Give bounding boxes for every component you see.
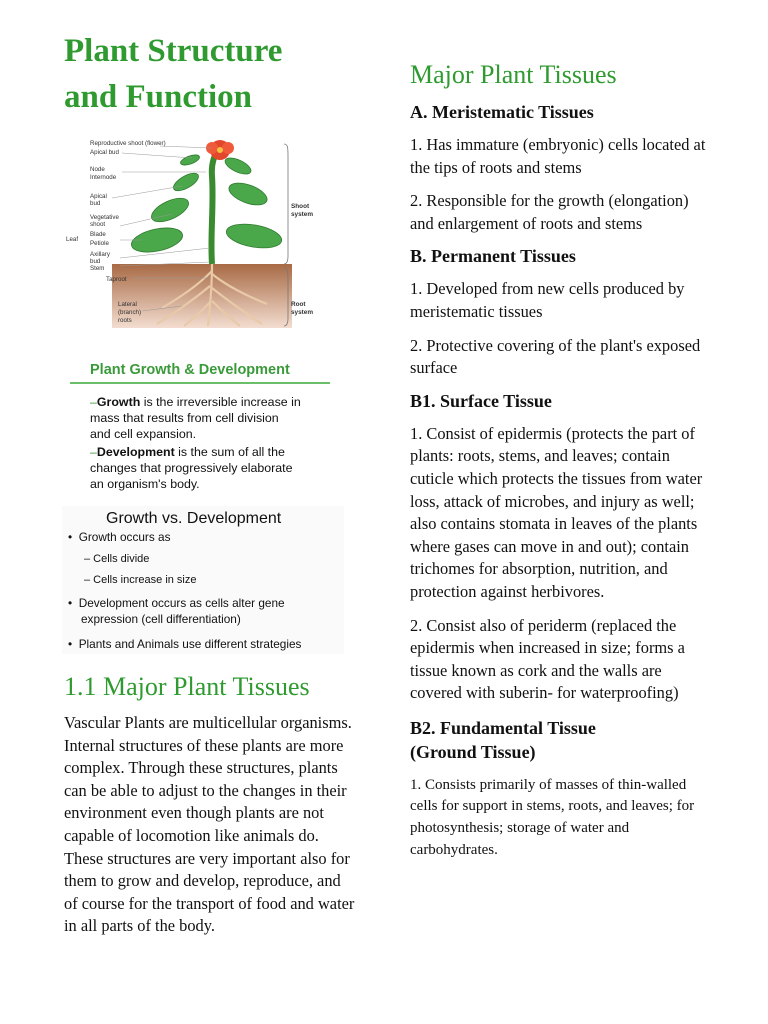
permanent-point-2: 2. Protective covering of the plant's exposed surface — [410, 335, 701, 378]
section-title-major-tissues: Major Plant Tissues — [410, 60, 617, 89]
fundamental-heading-line1: B2. Fundamental Tissue — [410, 717, 596, 738]
leaves — [129, 153, 283, 256]
label-vegetative-shoot-2: shoot — [90, 221, 106, 228]
label-root-system-2: system — [291, 309, 314, 316]
growth-line2: mass that results from cell division — [90, 411, 279, 425]
meristematic-point-2: 2. Responsible for the growth (elongation) and enlargement of roots and stems — [410, 191, 689, 233]
slide2-bullet-3: • Plants and Animals use different strategies — [68, 637, 302, 651]
label-axillary-bud: Axillary — [90, 251, 110, 258]
left-column — [64, 28, 364, 120]
meristematic-heading: A. Meristematic Tissues — [410, 102, 594, 122]
page-title-line2: and Function — [64, 79, 252, 115]
label-shoot-system-2: system — [291, 211, 314, 218]
label-internode: Internode — [90, 174, 117, 181]
label-stem: Stem — [90, 265, 105, 272]
development-term: Development — [96, 445, 175, 459]
meristematic-point-1: 1. Has immature (embryonic) cells located at the tips of roots and stems — [410, 135, 706, 177]
stem — [211, 150, 218, 264]
dev-line3: an organism's body. — [90, 477, 200, 491]
slide1-development-definition — [90, 444, 330, 492]
slide2-b2-line2: expression (cell differentiation) — [81, 612, 241, 626]
slide1-title: Plant Growth & Development — [90, 362, 290, 378]
label-reproductive-shoot: Reproductive shoot (flower) — [90, 140, 166, 147]
label-apical-bud-top: Apical bud — [90, 149, 119, 156]
dash-bullet: – — [90, 395, 97, 409]
right-column — [410, 60, 710, 861]
label-apical-bud: Apical — [90, 193, 107, 200]
label-lateral-2: (branch) — [118, 309, 142, 316]
growth-line1: is the irreversible increase in — [140, 395, 301, 409]
slide2-sub-1: – Cells divide — [84, 553, 150, 565]
slide-growth-development — [62, 360, 342, 500]
label-taproot: Taproot — [106, 276, 127, 283]
surface-tissue-point-1: 1. Consist of epidermis (protects the part of plants: roots, stems, and leaves; contain cuticle which protects the tissues from water loss, attack of microbes, and injury as well; also contains stomata in leaves of the plants where gases can move in and out); contain trichomes for absorption, nutrition, and protection against herbivores. — [410, 423, 703, 601]
slide2-b2-line1: Development occurs as cells alter gene — [78, 596, 285, 610]
fundamental-heading-line2: (Ground Tissue) — [410, 741, 536, 762]
plant-diagram-svg — [62, 136, 328, 330]
dev-line1: is the sum of all the — [174, 445, 285, 459]
label-root-system-1: Root — [291, 301, 306, 308]
plant-structure-diagram — [62, 136, 328, 330]
label-node: Node — [90, 166, 105, 173]
slide2-sub-2: – Cells increase in size — [84, 574, 197, 586]
surface-tissue-point-2: 2. Consist also of periderm (replaced the epidermis when increased in size; forms a tissue known as cork and the walls are covered with suberin- for waterproofing) — [410, 615, 685, 703]
growth-line3: and cell expansion. — [90, 427, 197, 441]
dev-line2: changes that progressively elaborate — [90, 461, 293, 475]
slide1-growth-definition — [90, 394, 330, 442]
label-shoot-system-1: Shoot — [291, 203, 310, 210]
soil — [112, 264, 292, 328]
flower — [206, 140, 234, 160]
dash-bullet: – — [90, 445, 97, 459]
growth-term: Growth — [96, 395, 141, 409]
label-petiole: Petiole — [90, 240, 109, 247]
permanent-point-1: 1. Developed from new cells produced by meristematic tissues — [410, 279, 685, 321]
label-leaf: Leaf — [66, 236, 79, 243]
label-apical-bud-2: bud — [90, 200, 101, 207]
section-title-1-1: 1.1 Major Plant Tissues — [64, 672, 310, 701]
label-blade: Blade — [90, 231, 106, 238]
slide2-bullet-1: • Growth occurs as — [68, 530, 171, 544]
page-title-line1: Plant Structure — [64, 33, 283, 69]
fundamental-tissue-heading — [410, 716, 710, 764]
surface-tissue-heading: B1. Surface Tissue — [410, 390, 552, 411]
label-lateral-3: roots — [118, 317, 132, 324]
label-lateral-1: Lateral — [118, 301, 137, 308]
page-title — [64, 28, 364, 120]
slide-growth-vs-development — [62, 506, 344, 654]
slide2-b3-text: Plants and Animals use different strategies — [78, 637, 302, 651]
label-axillary-bud-2: bud — [90, 258, 101, 265]
slide2-title: Growth vs. Development — [106, 510, 282, 527]
slide2-bullet-2: • Development occurs as cells alter gene — [68, 596, 285, 610]
label-vegetative-shoot: Vegetative — [90, 214, 119, 221]
left-text-section — [64, 672, 364, 938]
slide1-rule — [70, 382, 330, 384]
vascular-plants-paragraph: Vascular Plants are multicellular organisms. Internal structures of these plants are more complex. Through these structures, plants can be able to adjust to the changes in their environment even though plants are not capable of locomotion like animals do. These structures are very important also for them to grow and develop, reproduce, and of course for the transport of food and water in all parts of the body. — [64, 713, 355, 936]
permanent-heading: B. Permanent Tissues — [410, 246, 576, 267]
fundamental-tissue-point-1: 1. Consists primarily of masses of thin-walled cells for support in stems, roots, and leaves; for photosynthesis; storage of water and carbohydrates. — [410, 776, 695, 858]
slide2-b1-text: Growth occurs as — [78, 530, 171, 544]
